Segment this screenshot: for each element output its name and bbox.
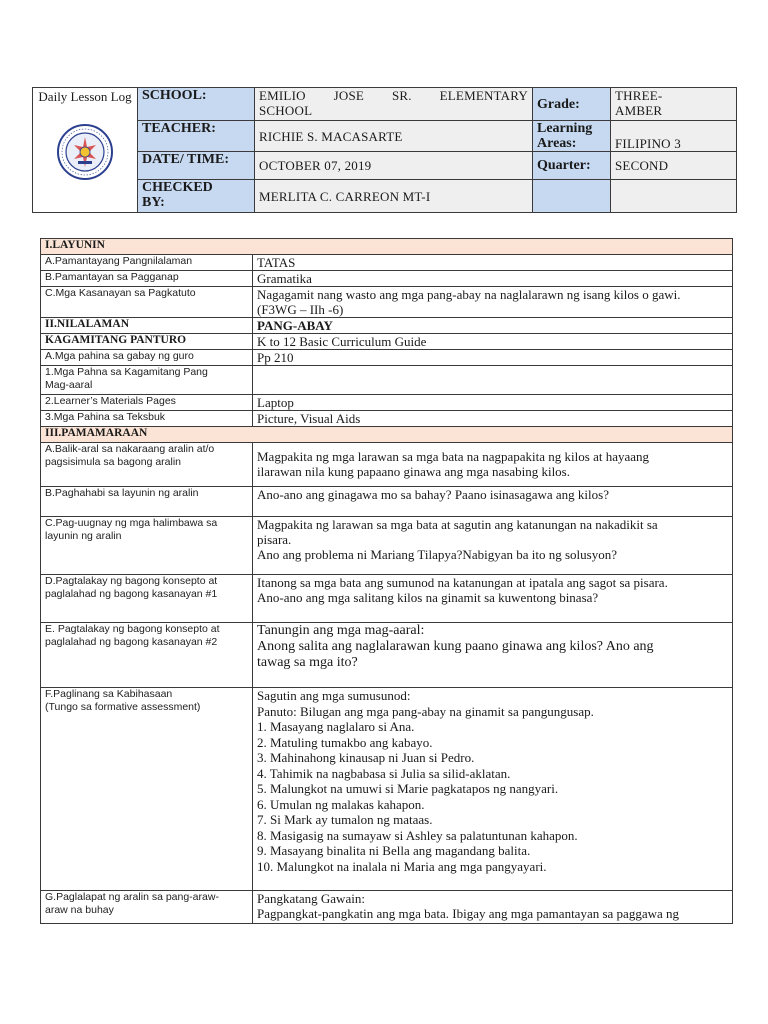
- teacher-label: TEACHER:: [138, 121, 255, 152]
- paglinang-label-2: (Tungo sa formative assessment): [45, 701, 201, 713]
- proc-text-pagtalakay-1: [253, 575, 733, 623]
- paglinang-intro-1: Sagutin ang mga sumusunod:: [257, 688, 411, 703]
- grade-value-line1: THREE-: [615, 88, 663, 103]
- paglinang-intro-2: Panuto: Bilugan ang mga pang-abay na ginamit sa pangungusap.: [257, 703, 594, 719]
- pagtalakay-1-label-2: paglalahad ng bagong kasanayan #1: [45, 588, 218, 600]
- pagtalakay-1-text-2: Ano-ano ang mga salitang kilos na ginamit sa kuwentong binasa?: [257, 590, 599, 605]
- date-value: OCTOBER 07, 2019: [255, 152, 533, 180]
- deped-seal-icon: [56, 123, 114, 181]
- row-value-nilalaman: PANG-ABAY: [253, 318, 733, 334]
- list-item: 9. Masayang binalita ni Bella ang magandang balita.: [257, 843, 531, 858]
- row-value-kagamitan: K to 12 Basic Curriculum Guide: [253, 334, 733, 350]
- grade-value-line2: AMBER: [615, 103, 663, 118]
- empty-label-cell: [533, 180, 611, 213]
- grade-label: Grade:: [533, 88, 611, 121]
- list-item: 8. Masigasig na sumayaw si Ashley sa palatuntunan kahapon.: [257, 827, 578, 843]
- kasanayan-line-1: Nagagamit nang wasto ang mga pang-abay na naglalarawn ng isang kilos o gawi.: [257, 287, 681, 302]
- list-item: 6. Umulan ng malakas kahapon.: [257, 796, 425, 812]
- proc-text-pagtalakay-2: [253, 623, 733, 688]
- proc-text-paglinang: [253, 688, 733, 891]
- header-table: [32, 87, 737, 213]
- grade-value: [611, 88, 737, 121]
- pag-uugnay-text-3: Ano ang problema ni Mariang Tilapya?Nabigyan ba ito ng solusyon?: [257, 547, 617, 562]
- empty-value-cell: [611, 180, 737, 213]
- quarter-label: Quarter:: [533, 152, 611, 180]
- list-item: 1. Masayang naglalaro si Ana.: [257, 719, 415, 734]
- proc-text-balik-aral: [253, 443, 733, 487]
- row-label-pamantayang-pangnilalaman: A.Pamantayang Pangnilalaman: [41, 255, 253, 271]
- lesson-table: [40, 238, 733, 924]
- learning-areas-label: [533, 121, 611, 152]
- row-label-kasanayan: C.Mga Kasanayan sa Pagkatuto: [41, 287, 253, 318]
- pagtalakay-2-text-2: Anong salita ang naglalarawan kung paano ginawa ang kilos? Ano ang: [257, 639, 654, 654]
- section-pamamaraan: III.PAMAMARAAN: [41, 427, 733, 443]
- list-item: 7. Si Mark ay tumalon ng mataas.: [257, 812, 433, 827]
- pag-uugnay-label-1: C.Pag-uugnay ng mga halimbawa sa: [45, 517, 218, 529]
- list-item: 5. Malungkot na umuwi si Marie pagkatapos ng nangyari.: [257, 781, 559, 796]
- proc-label-pagtalakay-1: [41, 575, 253, 623]
- row-label-learners-materials: 2.Learner’s Materials Pages: [41, 395, 253, 411]
- proc-label-paglalapat: [41, 891, 253, 924]
- school-value-line1: EMILIO JOSE SR. ELEMENTARY: [259, 88, 528, 103]
- paglinang-label-1: F.Paglinang sa Kabihasaan: [45, 688, 173, 700]
- proc-label-paglinang: [41, 688, 253, 891]
- log-title-cell: [33, 88, 138, 213]
- learning-areas-value: FILIPINO 3: [611, 121, 737, 152]
- list-item: 3. Mahinahong kinausap ni Juan si Pedro.: [257, 750, 475, 765]
- checked-label: [138, 180, 255, 213]
- balik-aral-text-2: ilarawan nila kung papaano ginawa ang mga nasabing kilos.: [257, 464, 570, 479]
- proc-label-paghahabi: B.Paghahabi sa layunin ng aralin: [41, 487, 253, 517]
- section-nilalaman: II.NILALAMAN: [41, 318, 253, 334]
- balik-aral-text-1: Magpakita ng mga larawan sa mga bata na nagpapakita ng kilos at hayaang: [257, 449, 650, 464]
- kagamitang-label-line-2: Mag-aaral: [45, 379, 93, 391]
- school-value: [255, 88, 533, 121]
- learning-areas-label-line2: Areas:: [537, 136, 577, 151]
- balik-aral-label-1: A.Balik-aral sa nakaraang aralin at/o: [45, 443, 215, 455]
- paglalapat-label-2: araw na buhay: [45, 904, 114, 916]
- row-label-kagamitang-pang-mag-aaral: [41, 366, 253, 395]
- proc-text-pag-uugnay: [253, 517, 733, 575]
- paglalapat-text-2: Pagpangkat-pangkatin ang mga bata. Ibigay ang mga pamantayan sa paggawa ng: [257, 906, 679, 921]
- row-label-teksbuk: 3.Mga Pahina sa Teksbuk: [41, 411, 253, 427]
- row-label-pamantayan-pagganap: B.Pamantayan sa Pagganap: [41, 271, 253, 287]
- proc-label-pagtalakay-2: [41, 623, 253, 688]
- pag-uugnay-label-2: layunin ng aralin: [45, 530, 122, 542]
- pagtalakay-1-text-1: Itanong sa mga bata ang sumunod na katanungan at ipatala ang sagot sa pisara.: [257, 575, 668, 590]
- quarter-value: SECOND: [611, 152, 737, 180]
- teacher-value: RICHIE S. MACASARTE: [255, 121, 533, 152]
- log-title: Daily Lesson Log: [38, 89, 132, 104]
- pagtalakay-1-label-1: D.Pagtalakay ng bagong konsepto at: [45, 575, 218, 587]
- row-value-kagamitang-pang-mag-aaral: [253, 366, 733, 395]
- kagamitang-label-line-1: 1.Mga Pahna sa Kagamitang Pang: [45, 366, 208, 378]
- pag-uugnay-text-1: Magpakita ng larawan sa mga bata at sagutin ang katanungan na nakadikit sa: [257, 517, 658, 532]
- section-layunin: I.LAYUNIN: [41, 239, 733, 255]
- school-value-line2: SCHOOL: [259, 103, 313, 118]
- row-value-learners-materials: Laptop: [253, 395, 733, 411]
- proc-label-pag-uugnay: [41, 517, 253, 575]
- checked-label-line1: CHECKED: [142, 180, 213, 195]
- row-value-gabay: Pp 210: [253, 350, 733, 366]
- proc-label-balik-aral: [41, 443, 253, 487]
- balik-aral-label-2: pagsisimula sa bagong aralin: [45, 456, 182, 468]
- row-value-kasanayan: [253, 287, 733, 318]
- list-item: 4. Tahimik na nagbabasa si Julia sa silid-aklatan.: [257, 765, 511, 781]
- pag-uugnay-text-2: pisara.: [257, 532, 292, 547]
- proc-text-paghahabi: Ano-ano ang ginagawa mo sa bahay? Paano isinasagawa ang kilos?: [253, 487, 733, 517]
- pagtalakay-2-label-1: E. Pagtalakay ng bagong konsepto at: [45, 623, 220, 635]
- row-value-pamantayang-pangnilalaman: TATAS: [253, 255, 733, 271]
- paglalapat-label-1: G.Paglalapat ng aralin sa pang-araw-: [45, 891, 219, 903]
- checked-label-line2: BY:: [142, 195, 165, 210]
- checked-value: MERLITA C. CARREON MT-I: [255, 180, 533, 213]
- list-item: 2. Matuling tumakbo ang kabayo.: [257, 734, 433, 750]
- pagtalakay-2-label-2: paglalahad ng bagong kasanayan #2: [45, 636, 218, 648]
- learning-areas-label-line1: Learning: [537, 121, 593, 136]
- row-value-pamantayan-pagganap: Gramatika: [253, 271, 733, 287]
- school-label: SCHOOL:: [138, 88, 255, 121]
- list-item: 10. Malungkot na inalala ni Maria ang mga pangyayari.: [257, 858, 547, 874]
- pagtalakay-2-text-3: tawag sa mga ito?: [257, 655, 358, 670]
- proc-text-paglalapat: [253, 891, 733, 924]
- pagtalakay-2-text-1: Tanungin ang mga mag-aaral:: [257, 623, 425, 638]
- paglalapat-text-1: Pangkatang Gawain:: [257, 891, 365, 906]
- date-label: DATE/ TIME:: [138, 152, 255, 180]
- row-value-teksbuk: Picture, Visual Aids: [253, 411, 733, 427]
- row-label-kagamitan: KAGAMITANG PANTURO: [41, 334, 253, 350]
- kasanayan-line-2: (F3WG – IIh -6): [257, 302, 344, 317]
- row-label-gabay: A.Mga pahina sa gabay ng guro: [41, 350, 253, 366]
